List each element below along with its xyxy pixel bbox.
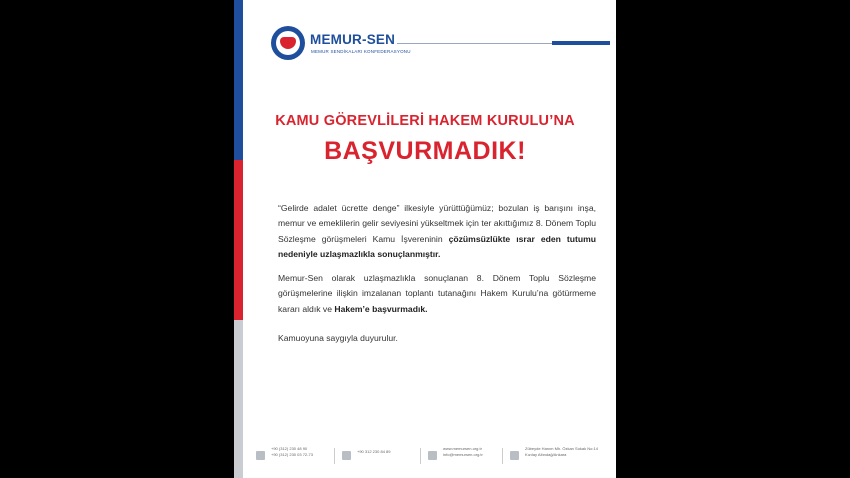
footer-website[interactable]: www.memursen.org.tr: [443, 446, 482, 451]
globe-icon: [428, 451, 437, 460]
location-icon: [510, 451, 519, 460]
paragraph-3: Kamuoyuna saygıyla duyurulur.: [278, 333, 398, 343]
footer-web: [428, 446, 483, 466]
press-release-page: [234, 0, 616, 478]
headline-line1: KAMU GÖREVLİLERİ HAKEM KURULU’NA: [275, 113, 575, 129]
header-accent-bar: [552, 41, 610, 45]
footer-phone-2: +90 (312) 230 03 72-73: [271, 452, 313, 457]
footer-divider: [420, 448, 421, 464]
headline-line2: BAŞVURMADIK!: [324, 137, 526, 165]
footer-fax-number: +90 312 230 84 89: [357, 449, 391, 454]
footer-divider: [502, 448, 503, 464]
fax-icon: [342, 451, 351, 460]
footer: [256, 446, 606, 466]
header-divider: [397, 43, 552, 44]
phone-icon: [256, 451, 265, 460]
side-stripe-red: [234, 160, 243, 320]
footer-phone: [256, 446, 313, 466]
paragraph-2-text: Memur-Sen olarak uzlaşmazlıkla sonuçlanan 8. Dönem Toplu Sözleşme görüşmelerine ilişkin imzalanan toplantı tutanağını Hakem Kurulu’na götürmeme kararı aldık ve: [278, 273, 596, 314]
footer-address-line2: Kızılay Altındağ/Ankara: [525, 452, 567, 457]
footer-divider: [334, 448, 335, 464]
footer-phone-1: +90 (312) 230 48 90: [271, 446, 308, 451]
paragraph-2: [278, 271, 596, 317]
footer-fax: [342, 446, 390, 466]
footer-email[interactable]: info@memursen.org.tr: [443, 452, 483, 457]
paragraph-1-bold: çözümsüzlükte ısrar eden tutumu nedeniyle uzlaşmazlıkla sonuçlanmıştır.: [278, 233, 596, 260]
paragraph-2-bold: Hakem’e başvurmadık.: [334, 303, 428, 314]
side-stripe-gray: [234, 320, 243, 478]
side-stripe-blue: [234, 0, 243, 160]
memur-sen-logo-icon: [271, 26, 305, 60]
footer-address: [510, 446, 598, 466]
brand-name: MEMUR-SEN: [310, 32, 396, 47]
paragraph-1-text: “Gelirde adalet ücrette denge” ilkesiyle yürüttüğümüz; bozulan iş barışını inşa, memur ve emeklilerin gelir seviyesini yükseltmek için ter akıttığımız 8. Dönem Toplu Sözleşme görüşmeleri Kamu İşvereninin: [278, 203, 596, 244]
brand-subtitle: MEMUR SENDİKALARI KONFEDERASYONU: [311, 49, 411, 54]
paragraph-1: [278, 201, 596, 263]
footer-address-line1: Zübeyde Hanım Mh. Özkan Sokak No:14: [525, 446, 598, 451]
